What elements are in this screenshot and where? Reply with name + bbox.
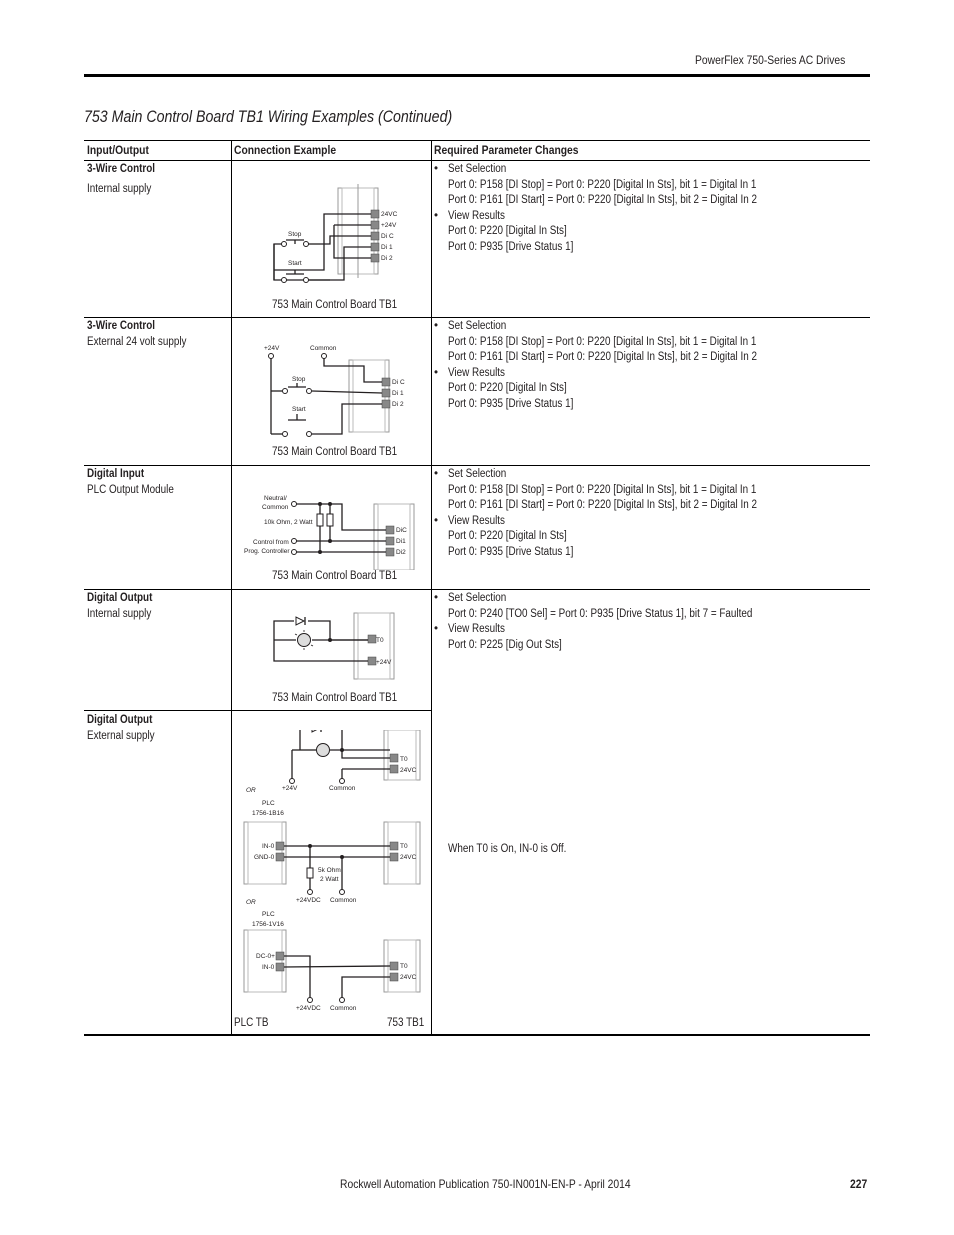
resistor-label: 10k Ohm, 2 Watt [264,519,313,526]
row4-wiring-diagram [234,607,430,687]
row2-wiring-diagram [234,340,430,444]
col-header-io: Input/Output [87,143,149,157]
row1-wiring-diagram [234,180,430,300]
diagram-label: +24V [381,222,397,229]
diagram-label: 1756-1V16 [252,921,284,928]
diagram-label: IN-0 [262,964,275,971]
diagram-label: Di2 [396,549,406,556]
diagram-label: +24VDC [296,1005,321,1012]
header-bottom-rule [84,160,870,161]
resistor-label: 5k Ohm [318,867,341,874]
row4-io: Digital Output Internal supply [87,592,153,620]
row3-wiring-diagram [234,490,430,570]
row-divider [84,710,431,711]
row3-io: Digital Input PLC Output Module [87,468,174,496]
diagram-label: 1756-1B16 [252,810,284,817]
resistor-label: 2 Watt [320,876,339,883]
diagram-label: T0 [400,756,408,763]
diagram-label: Common [329,785,356,792]
diagram-label: Common [330,1005,357,1012]
header-rule [84,74,870,77]
diagram-label: Common [262,504,289,511]
row5-wiring-diagram [234,730,430,1020]
diagram-label: OR [246,899,256,906]
diagram-label: Common [330,897,357,904]
diagram-label: T0 [376,637,384,644]
footer-publication: Rockwell Automation Publication 750-IN001N-EN-P - April 2014 [340,1177,631,1191]
row-divider [84,465,870,466]
wiring-table: Input/Output Connection Example Required Parameter Changes 3-Wire Control Internal supply 24VC +24V Di C Di 1 Di 2 Stop Start 753 Main Control Board TB1 • Set Selection Port 0: P158 [DI Stop] = Port 0: P220 [Digital In Sts], bit 1 = Digital In 1 Port 0: P161 [DI Start] = Port 0: P220 [Digital In Sts], bit 2 = Digital In 2 • View Results Port 0: P220 [Digital In Sts] Port 0: P935 [Drive Status 1] 3-Wire Control External 24 volt supply +24V Common Stop Start Di C Di 1 Di 2 753 Main Control Board TB1 • Set Selection Port 0: P158 [DI Stop] = Port 0: P220 [Digital In Sts], bit 1 = Digital In 1 Port 0: P161 [DI Start] = Port 0: P220 [Digital In Sts], bit 2 = Digital In 2 • View Results Port 0: P220 [Digital In Sts] Port 0: P935 [Drive Status 1] Digital Input PLC Output Module Neutral/ Common 10k Ohm, 2 Watt Control from Prog. Controller DiC Di1 Di2 753 Main Control Board TB1 • Set Selection Port 0: P158 [DI Stop] = Port 0: P220 [Digital In Sts], bit 1 = Digital In 1 Port 0: P161 [DI Start] = Port 0: P220 [Digital In Sts], bit 2 = Digital In 2 • View Results Port 0: P220 [Digital In Sts] Port 0: P935 [Drive Status 1] Digital Output Internal supply T0 +24V 753 Main Control Board TB1 • Set Selection Port 0: P240 [TO0 Sel] = Port 0: P935 [Drive Status 1], bit 7 = Faulted • View Results Port 0: P225 [Dig Out Sts] Digital Output External supply T0 24VC +24V Common OR PLC 1756-1B16 IN-0 GND-0 T0 24VC 5k Ohm 2 Watt +24VDC Common OR PLC 1756-1V16 DC-0+ IN-0 T0 24VC +24VDC Common PLC TB 753 TB1 When T0 is On, IN-0 is Off. [84,140,870,1036]
diagram-label: +24VDC [296,897,321,904]
page-number: 227 [849,1177,868,1191]
column-divider [431,140,432,1035]
row-divider [84,589,870,590]
row5-io: Digital Output External supply [87,714,155,742]
col-header-connection: Connection Example [234,143,337,157]
diagram-label: 24VC [400,767,417,774]
start-label: Start [292,406,306,413]
diagram-label: DC-0+ [256,953,275,960]
diagram-label: T0 [400,843,408,850]
diagram-label: GND-0 [254,854,275,861]
stop-label: Stop [288,231,302,238]
diagram-label: Di C [392,379,405,386]
row2-caption: 753 Main Control Board TB1 [272,446,398,458]
diagram-label: +24V [376,659,392,666]
diagram-label: Di1 [396,538,406,545]
diagram-label: Prog. Controller [244,548,290,555]
diagram-label: PLC [262,911,275,918]
diagram-label: Di 1 [392,390,404,397]
row2-io: 3-Wire Control External 24 volt supply [87,320,187,348]
diagram-label: 24VC [400,854,417,861]
col-header-params: Required Parameter Changes [434,143,579,157]
diagram-label: 24VC [381,211,398,218]
row1-caption: 753 Main Control Board TB1 [272,299,398,311]
diagram-label: Common [310,345,337,352]
diagram-label: Neutral/ [264,495,287,502]
row4-caption: 753 Main Control Board TB1 [272,692,398,704]
diagram-label: DiC [396,527,407,534]
diagram-label: OR [246,787,256,794]
row5-caption-left: PLC TB [234,1017,269,1029]
diagram-label: Di C [381,233,394,240]
row1-io: 3-Wire Control Internal supply [87,163,156,195]
start-label: Start [288,260,302,267]
row5-caption-right: 753 TB1 [387,1017,425,1029]
section-title: 753 Main Control Board TB1 Wiring Examples (Continued) [84,108,453,126]
stop-label: Stop [292,376,306,383]
table-bottom-rule [84,1034,870,1036]
diagram-label: Control from [253,539,289,546]
diagram-label: Di 1 [381,244,393,251]
running-header: PowerFlex 750-Series AC Drives [695,53,846,67]
diagram-label: T0 [400,963,408,970]
column-divider [231,140,232,1035]
diagram-label: PLC [262,800,275,807]
diagram-label: +24V [264,345,280,352]
diagram-label: Di 2 [381,255,393,262]
diagram-label: +24V [282,785,298,792]
diagram-label: 24VC [400,974,417,981]
table-top-rule [84,140,870,141]
diagram-label: IN-0 [262,843,275,850]
diagram-label: Di 2 [392,401,404,408]
row-divider [84,317,870,318]
row3-caption: 753 Main Control Board TB1 [272,570,398,582]
